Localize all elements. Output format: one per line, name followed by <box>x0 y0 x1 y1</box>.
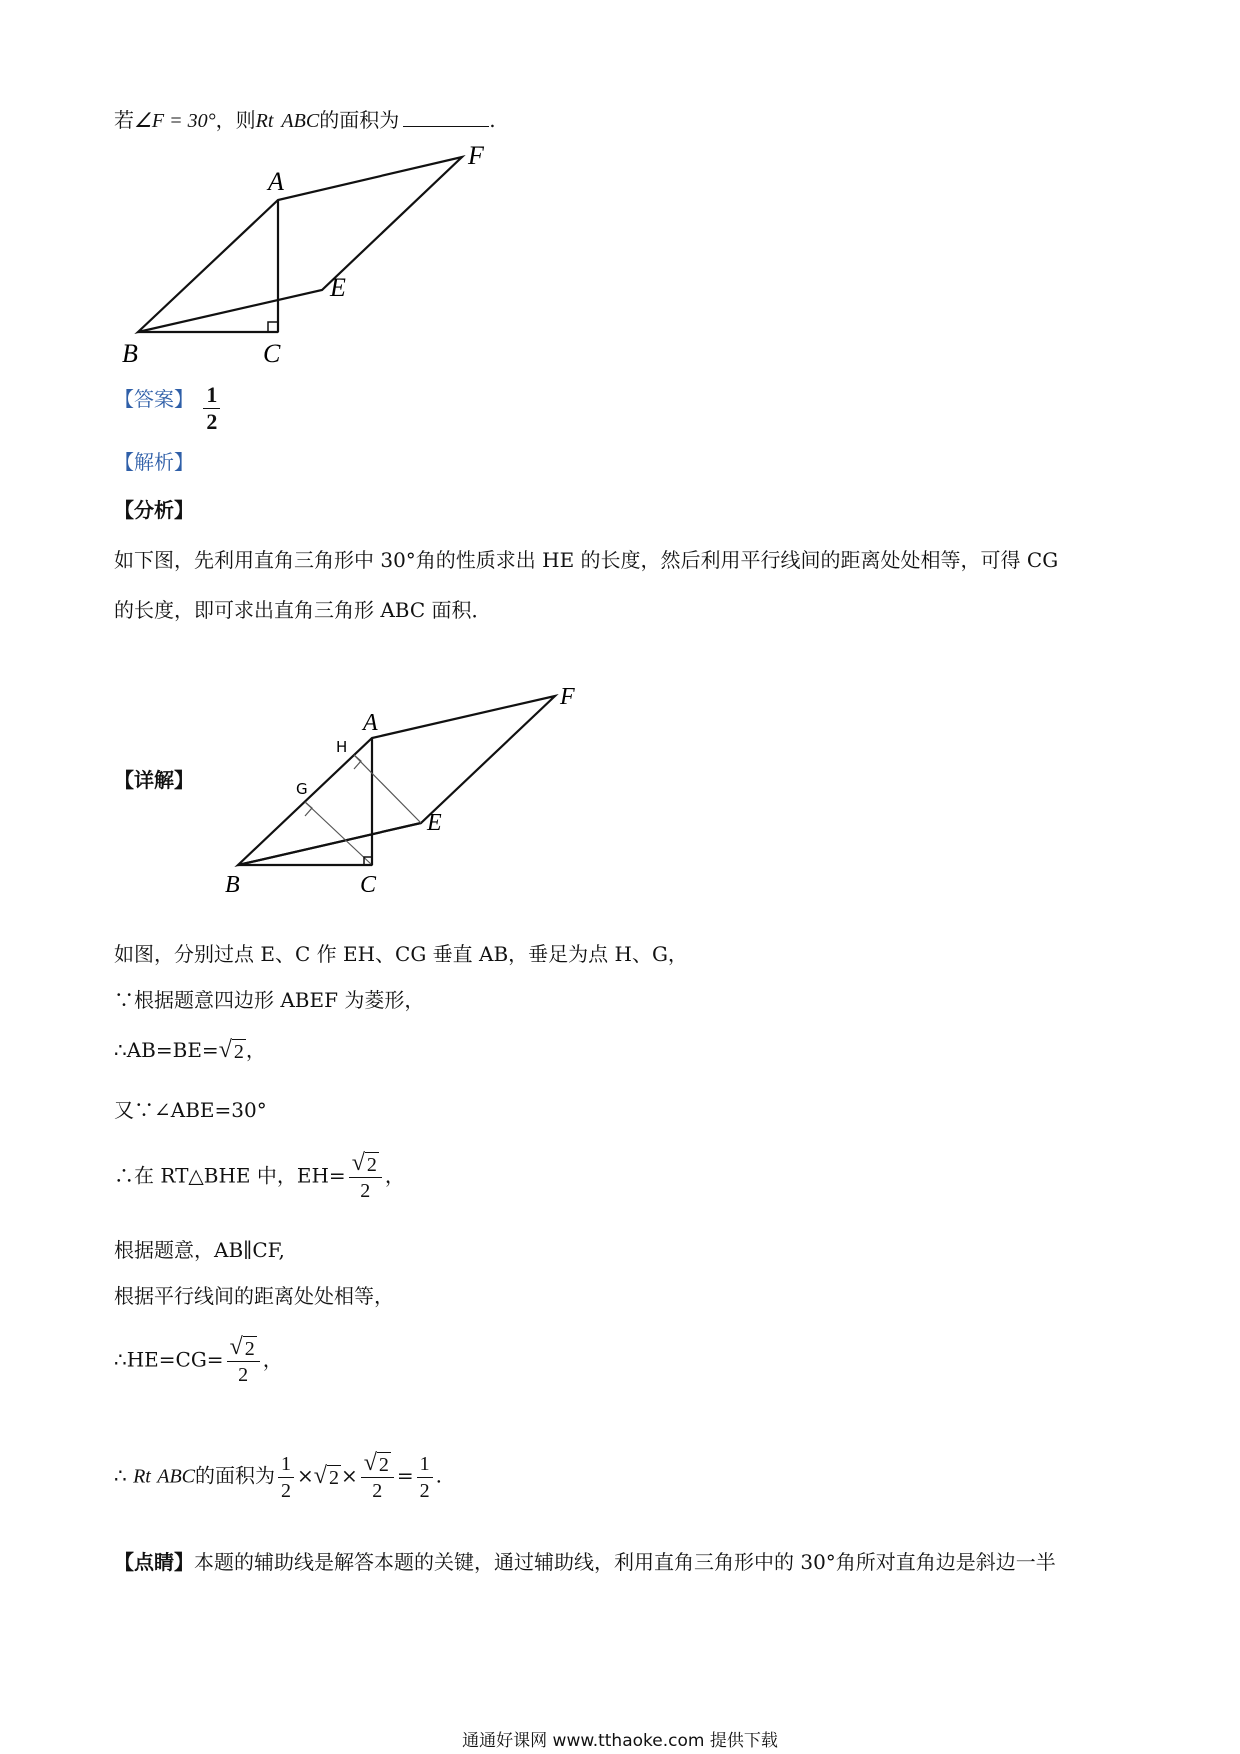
step-9-text: 的面积为 <box>195 1463 276 1488</box>
denominator: 2 <box>281 1479 292 1502</box>
dianjing-text: 本题的辅助线是解答本题的关键，通过辅助线，利用直角三角形中的 30°角所对直角边是斜边一半 <box>194 1550 1056 1574</box>
rt-symbol: Rt <box>133 1465 151 1488</box>
label-f: F <box>560 684 575 710</box>
step-2: ∵根据题意四边形 ABEF 为菱形， <box>114 988 425 1012</box>
label-a: A <box>363 710 378 736</box>
answer-label: 【答案】 <box>114 387 194 411</box>
rhombus-abef <box>238 696 555 865</box>
step-5-text: ∴在 RT△BHE 中，EH= <box>114 1163 346 1188</box>
angle-f: ∠F = 30° <box>134 110 216 132</box>
numerator: 1 <box>417 1451 433 1478</box>
dianjing-label: 【点睛】 <box>114 1550 194 1574</box>
figure-rhombus-1 <box>110 140 510 370</box>
denominator: 2 <box>360 1180 371 1202</box>
fraction-sqrt2-over-2: √ 2 2 <box>361 1450 394 1504</box>
page-footer: 通通好课网 www.tthaoke.com 提供下载 <box>462 1731 778 1751</box>
triangle-name: ABC <box>281 110 320 132</box>
fenxi-label: 【分析】 <box>114 498 194 522</box>
dianjing-line <box>114 1548 1056 1576</box>
label-b: B <box>122 339 138 368</box>
question-line <box>114 106 496 135</box>
label-e: E <box>330 273 346 302</box>
step-8-text: ∴HE=CG= <box>114 1347 224 1372</box>
label-h: H <box>336 738 348 756</box>
sqrt-2: √ 2 <box>218 1037 244 1063</box>
figure-rhombus-2 <box>220 680 590 895</box>
question-prefix: 若 <box>114 108 134 132</box>
fenxi-line-1: 如下图，先利用直角三角形中 30°角的性质求出 HE 的长度，然后利用平行线间的距离处处相等，可得 CG <box>114 548 1059 572</box>
radicand: 2 <box>244 1338 255 1360</box>
times-sign: × <box>340 1463 358 1488</box>
step-8 <box>114 1334 283 1388</box>
answer-line <box>114 382 223 435</box>
step-9 <box>114 1450 442 1504</box>
times-sign: × <box>297 1463 314 1488</box>
step-3-end: ， <box>245 1038 266 1062</box>
fraction-result <box>417 1451 433 1504</box>
answer-numerator: 1 <box>203 382 220 409</box>
rt-symbol: Rt <box>255 110 274 132</box>
right-angle-h <box>354 755 361 769</box>
label-e: E <box>427 810 442 836</box>
label-c: C <box>263 339 281 368</box>
right-angle-g <box>305 802 312 816</box>
numerator: 1 <box>278 1451 294 1478</box>
equals-sign: = <box>396 1463 414 1488</box>
fenxi-line-2: 的长度，即可求出直角三角形 ABC 面积． <box>114 598 492 622</box>
answer-blank <box>403 106 489 127</box>
segment-be <box>238 823 421 865</box>
label-c: C <box>360 872 377 895</box>
label-a: A <box>268 167 284 196</box>
fraction-sqrt2-over-2: √ 2 2 <box>227 1334 260 1388</box>
label-b: B <box>225 872 240 895</box>
detail-label: 【详解】 <box>114 768 194 792</box>
triangle-name: ABC <box>157 1465 196 1488</box>
answer-fraction <box>203 382 220 435</box>
step-8-end: ， <box>262 1347 283 1372</box>
question-end: . <box>489 108 496 132</box>
label-f: F <box>468 141 484 170</box>
sqrt-2: √ 2 <box>313 1462 339 1489</box>
right-angle-mark <box>268 322 278 332</box>
step-7: 根据平行线间的距离处处相等， <box>114 1284 394 1308</box>
therefore-symbol: ∴ <box>114 1463 127 1488</box>
radicand: 2 <box>328 1466 339 1489</box>
segment-cg <box>305 802 372 865</box>
label-g: G <box>296 780 308 798</box>
radicand: 2 <box>378 1454 389 1476</box>
step-5-end: ， <box>384 1163 405 1188</box>
denominator: 2 <box>238 1364 249 1386</box>
step-5 <box>114 1150 405 1204</box>
fraction-sqrt2-over-2: √ 2 2 <box>349 1150 382 1204</box>
question-suffix: 的面积为 <box>319 108 400 132</box>
step-6: 根据题意，AB∥CF, <box>114 1238 285 1262</box>
question-middle: ，则 <box>215 108 256 132</box>
step-9-end: . <box>435 1463 443 1488</box>
radicand: 2 <box>366 1154 377 1176</box>
fraction-one-half <box>278 1451 294 1504</box>
radicand: 2 <box>233 1041 244 1063</box>
rhombus-abef <box>138 157 462 332</box>
answer-denominator: 2 <box>206 409 218 434</box>
segment-eh <box>354 755 421 823</box>
denominator: 2 <box>419 1479 430 1502</box>
step-3-text: ∴AB=BE= <box>114 1038 219 1062</box>
analysis-label: 【解析】 <box>114 450 194 474</box>
step-1: 如图，分别过点 E、C 作 EH、CG 垂直 AB，垂足为点 H、G， <box>114 942 688 966</box>
denominator: 2 <box>372 1480 383 1502</box>
step-3 <box>114 1036 266 1064</box>
step-4: 又∵∠ABE=30° <box>114 1098 267 1122</box>
